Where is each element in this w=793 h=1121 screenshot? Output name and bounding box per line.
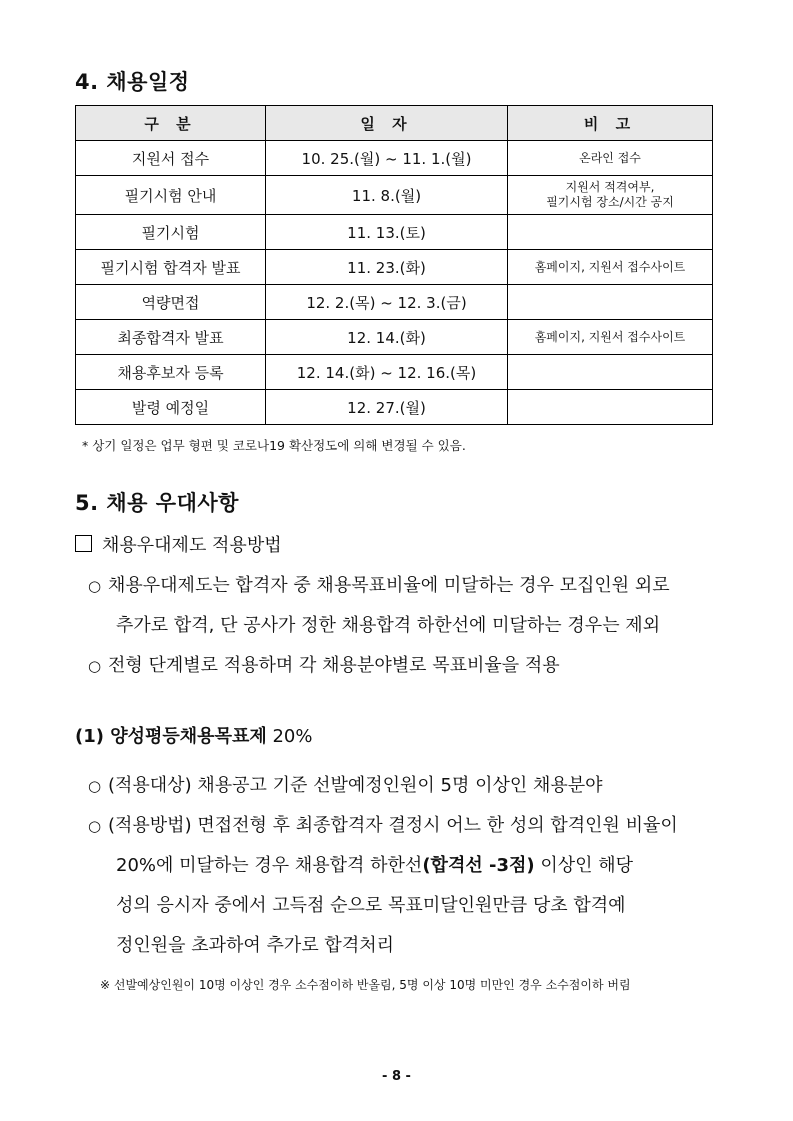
line-text: 이상인 해당 xyxy=(534,855,633,876)
page-number: - 8 - xyxy=(382,1069,411,1084)
list-item xyxy=(88,815,678,837)
row-item: 역량면접 xyxy=(76,285,266,320)
circle-bullet-icon: ○ xyxy=(88,777,102,795)
row-note: 홈페이지, 지원서 접수사이트 xyxy=(508,250,713,285)
row-date: 12. 27.(월) xyxy=(266,390,508,425)
table-row xyxy=(76,320,713,355)
subheading xyxy=(75,535,282,557)
bullet-text: 채용우대제도는 합격자 중 채용목표비율에 미달하는 경우 모집인원 외로 xyxy=(108,575,670,596)
bullet-text: (적용대상) 채용공고 기준 선발예정인원이 5명 이상인 채용분야 xyxy=(108,775,603,796)
table-row xyxy=(76,355,713,390)
table-row xyxy=(76,215,713,250)
rounding-note: ※ 선발예상인원이 10명 이상인 경우 소수점이하 반올림, 5명 이상 10명 미만인 경우 소수점이하 버림 xyxy=(100,978,631,992)
bullet-text-continued: 추가로 합격, 단 공사가 정한 채용합격 하한선에 미달하는 경우는 제외 xyxy=(116,615,661,636)
line-text: 20%에 미달하는 경우 채용합격 하한선 xyxy=(116,855,423,876)
table-row xyxy=(76,176,713,215)
row-note xyxy=(508,176,713,215)
row-date: 11. 13.(토) xyxy=(266,215,508,250)
row-note: 홈페이지, 지원서 접수사이트 xyxy=(508,320,713,355)
row-date: 12. 14.(화) xyxy=(266,320,508,355)
row-date: 11. 8.(월) xyxy=(266,176,508,215)
row-date: 12. 2.(목) ~ 12. 3.(금) xyxy=(266,285,508,320)
circle-bullet-icon: ○ xyxy=(88,817,102,835)
row-item: 최종합격자 발표 xyxy=(76,320,266,355)
row-item: 필기시험 합격자 발표 xyxy=(76,250,266,285)
section5-title: 5. 채용 우대사항 xyxy=(75,491,239,515)
row-date: 10. 25.(월) ~ 11. 1.(월) xyxy=(266,141,508,176)
subheading-text: 채용우대제도 적용방법 xyxy=(102,535,282,556)
row-note xyxy=(508,285,713,320)
checkbox-square-icon xyxy=(75,535,92,552)
row-note-line2: 필기시험 장소/시간 공지 xyxy=(546,195,674,209)
list-item xyxy=(88,775,603,797)
row-item: 필기시험 안내 xyxy=(76,176,266,215)
subsection-title-bold: (1) 양성평등채용목표제 xyxy=(75,726,267,747)
bullet-text-continued xyxy=(116,855,633,877)
row-item: 지원서 접수 xyxy=(76,141,266,176)
row-date: 11. 23.(화) xyxy=(266,250,508,285)
header-category: 구 분 xyxy=(76,106,266,141)
schedule-footnote: * 상기 일정은 업무 형편 및 코로나19 확산정도에 의해 변경될 수 있음. xyxy=(82,438,466,453)
row-note xyxy=(508,390,713,425)
bullet-text-continued: 정인원을 초과하여 추가로 합격처리 xyxy=(116,935,394,956)
section4-title: 4. 채용일정 xyxy=(75,70,190,94)
bullet-text: 전형 단계별로 적용하며 각 채용분야별로 목표비율을 적용 xyxy=(108,655,560,676)
row-item: 채용후보자 등록 xyxy=(76,355,266,390)
row-note-line1: 지원서 적격여부, xyxy=(565,180,655,194)
table-row xyxy=(76,141,713,176)
header-date: 일 자 xyxy=(266,106,508,141)
circle-bullet-icon: ○ xyxy=(88,577,102,595)
table-row xyxy=(76,285,713,320)
row-note: 온라인 접수 xyxy=(508,141,713,176)
header-note: 비 고 xyxy=(508,106,713,141)
row-item: 필기시험 xyxy=(76,215,266,250)
table-row xyxy=(76,250,713,285)
subsection-title-percent: 20% xyxy=(266,726,313,747)
row-date: 12. 14.(화) ~ 12. 16.(목) xyxy=(266,355,508,390)
table-row xyxy=(76,390,713,425)
row-note xyxy=(508,355,713,390)
bullet-text-continued: 성의 응시자 중에서 고득점 순으로 목표미달인원만큼 당초 합격예 xyxy=(116,895,626,916)
cutoff-bold-text: (합격선 -3점) xyxy=(422,855,535,876)
row-note xyxy=(508,215,713,250)
list-item xyxy=(88,655,560,677)
row-item: 발령 예정일 xyxy=(76,390,266,425)
list-item xyxy=(88,575,670,597)
circle-bullet-icon: ○ xyxy=(88,657,102,675)
schedule-table xyxy=(75,105,713,425)
bullet-text: (적용방법) 면접전형 후 최종합격자 결정시 어느 한 성의 합격인원 비율이 xyxy=(108,815,678,836)
subsection-title xyxy=(75,722,312,748)
